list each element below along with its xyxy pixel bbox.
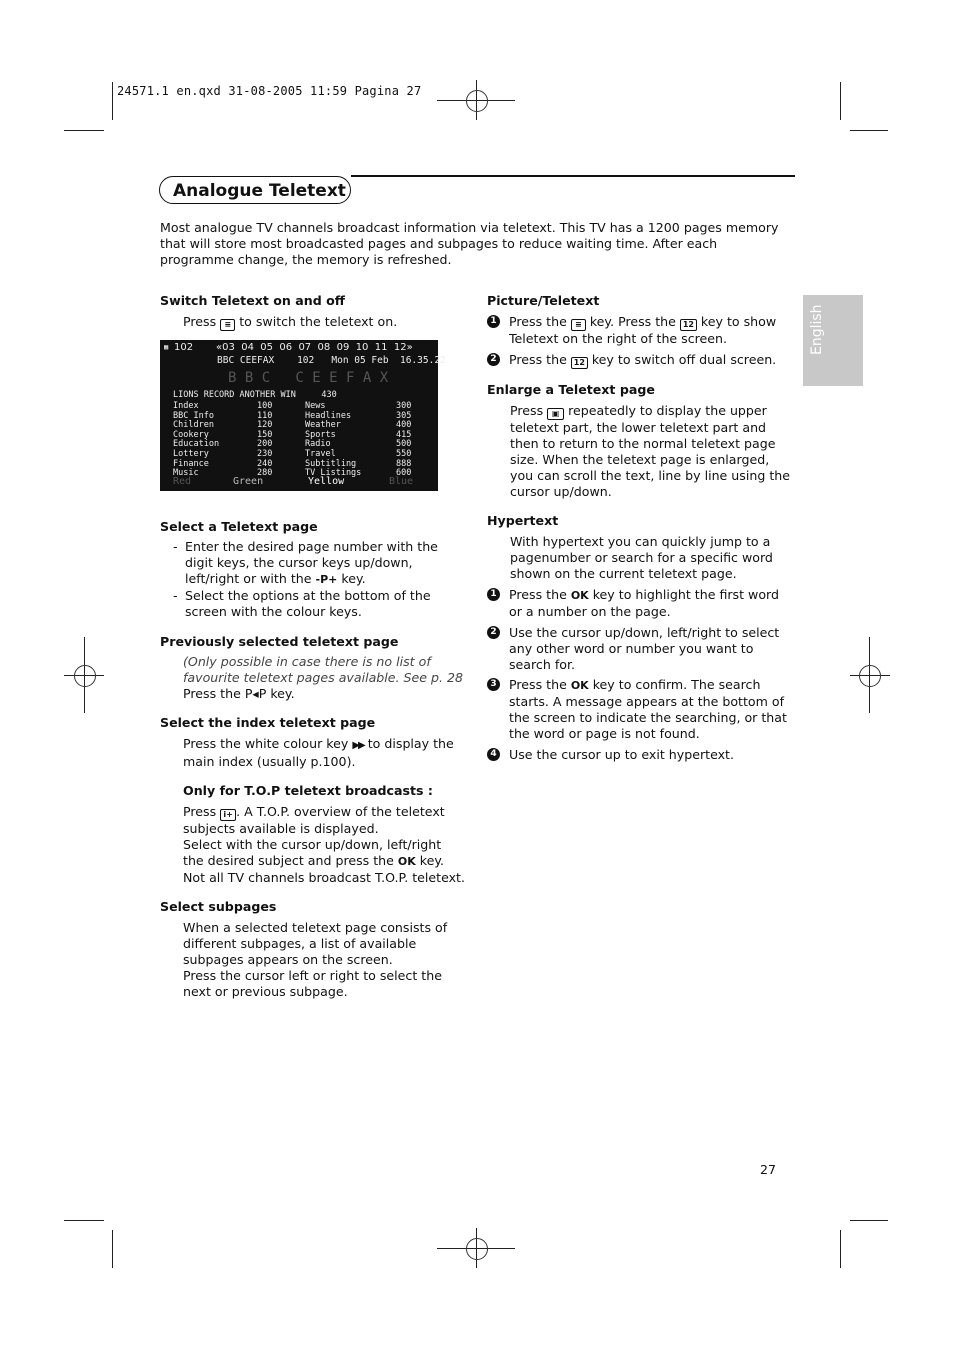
- crop-mark: [64, 1220, 104, 1221]
- teletext-cell: 400: [396, 420, 412, 431]
- heading-picture: Picture/Teletext: [487, 293, 600, 308]
- colour-green-label: Green: [233, 476, 264, 487]
- hypertext-step-1: [487, 587, 793, 620]
- heading-hypertext: Hypertext: [487, 513, 559, 528]
- text: key to switch off dual screen.: [587, 352, 777, 367]
- crop-mark: [64, 130, 104, 131]
- subpages-block: [183, 920, 465, 1000]
- text: Press the white colour key: [183, 736, 353, 751]
- text: key to show Teletext on the right of the screen.: [509, 314, 777, 346]
- teletext-cell: 500: [396, 439, 412, 450]
- colour-yellow-label: Yellow: [308, 476, 345, 487]
- text: Use the cursor up/down, left/right to select any other word or number you want to search for.: [509, 625, 780, 672]
- top-block: [183, 804, 465, 886]
- list-item: - Select the options at the bottom of the screen with the colour keys.: [173, 588, 465, 620]
- heading-previous: Previously selected teletext page: [160, 634, 399, 649]
- teletext-cell: Travel: [305, 449, 336, 459]
- right-column: [487, 293, 793, 763]
- text: key to confirm. The search starts. A message appears at the bottom of the screen to indicate the searching, or that the word or page is not found.: [509, 677, 787, 741]
- step-number-icon: 2: [487, 353, 500, 366]
- text: to display the main index (usually p.100).: [183, 736, 454, 769]
- ok-key-label: OK: [570, 679, 589, 692]
- step-number-icon: 4: [487, 748, 500, 761]
- teletext-cell: Index: [173, 401, 199, 411]
- teletext-cell: 230: [257, 449, 273, 459]
- colour-red-label: Red: [173, 476, 192, 487]
- teletext-cell: 415: [396, 429, 412, 440]
- colour-blue-label: Blue: [389, 476, 414, 487]
- step-number-icon: 1: [487, 315, 500, 328]
- picture-step-2: [487, 352, 793, 369]
- title-rule: [351, 175, 795, 177]
- step-number-icon: 3: [487, 678, 500, 691]
- step-number-icon: 2: [487, 626, 500, 639]
- text: Press: [183, 314, 217, 329]
- teletext-cell: 305: [396, 410, 412, 421]
- top-line-1: [183, 804, 465, 837]
- enlarge-key-icon: ▣: [547, 408, 564, 420]
- left-column: [160, 293, 465, 331]
- language-tab-label: English: [809, 304, 825, 355]
- heading-select-page: Select a Teletext page: [160, 519, 318, 534]
- heading-index: Select the index teletext page: [160, 715, 376, 730]
- teletext-cell: Music: [173, 468, 199, 479]
- teletext-cell: News: [305, 401, 326, 411]
- ok-key-label: OK: [570, 589, 589, 602]
- teletext-cell: Radio: [305, 439, 331, 450]
- teletext-cell: Sports: [305, 429, 336, 440]
- teletext-cell: 888: [396, 458, 412, 469]
- teletext-cell: BBC Info: [173, 410, 214, 421]
- teletext-cell: 280: [257, 468, 273, 479]
- dual-screen-key-icon: 12: [680, 319, 697, 331]
- teletext-cell: Education: [173, 439, 220, 450]
- teletext-cell: 200: [257, 439, 273, 450]
- previous-text: Press the P◂P key.: [183, 686, 295, 701]
- left-column-lower: [160, 519, 465, 1000]
- registration-mark: [466, 90, 488, 112]
- text: Select with the cursor up/down, left/right the desired subject and press the: [183, 837, 442, 868]
- teletext-page: 102: [174, 342, 194, 353]
- teletext-cell: 600: [396, 468, 412, 479]
- teletext-cell: TV Listings: [305, 468, 362, 479]
- text: Press the: [509, 352, 571, 367]
- subpages-text-1: When a selected teletext page consists of different subpages, a list of available subpages appears on the screen.: [183, 920, 448, 967]
- teletext-cell: Weather: [305, 420, 341, 431]
- select-list: [173, 539, 465, 620]
- text: Enter the desired page number with the digit keys, the cursor keys up/down, left/right or with the: [185, 539, 438, 586]
- text: Use the cursor up to exit hypertext.: [509, 747, 734, 762]
- text: Press: [510, 403, 548, 418]
- text: key to highlight the first word or a number on the page.: [509, 587, 780, 619]
- crop-mark: [840, 82, 841, 120]
- text: to switch the teletext on.: [239, 314, 398, 329]
- crop-mark: [840, 1230, 841, 1268]
- teletext-cell: Lottery: [173, 449, 209, 459]
- previous-note: (Only possible in case there is no list of favourite teletext pages available. See p. 28: [183, 654, 464, 685]
- picture-step-1: [487, 314, 793, 347]
- crop-mark: [112, 1230, 113, 1268]
- crop-mark: [850, 130, 888, 131]
- heading-switch: Switch Teletext on and off: [160, 293, 345, 308]
- text: Press: [183, 804, 221, 819]
- list-item: [173, 539, 465, 588]
- teletext-cell: 550: [396, 449, 412, 459]
- page-icon: ▦: [164, 343, 169, 351]
- teletext-logo: B B C C E E F A X: [228, 370, 389, 386]
- teletext-key-icon: ≡: [571, 319, 586, 331]
- teletext-cell: Subtitling: [305, 458, 357, 469]
- info-key-icon: i+: [220, 809, 236, 821]
- page-title: Analogue Teletext: [159, 176, 351, 204]
- registration-mark: [859, 665, 881, 687]
- language-tab: [803, 295, 863, 386]
- teletext-key-icon: ≡: [220, 319, 235, 331]
- top-line-2: [183, 837, 465, 870]
- top-line-3: Not all TV channels broadcast T.O.P. teletext.: [183, 870, 465, 885]
- enlarge-text: [510, 403, 793, 500]
- teletext-cell: 150: [257, 429, 273, 440]
- page-number: 27: [760, 1162, 777, 1177]
- teletext-cell: 300: [396, 401, 412, 411]
- teletext-cell: 110: [257, 410, 273, 421]
- text: Press the: [509, 587, 571, 602]
- file-slug: 24571.1 en.qxd 31-08-2005 11:59 Pagina 27: [117, 84, 422, 98]
- heading-top: Only for T.O.P teletext broadcasts :: [183, 783, 433, 798]
- teletext-header: BBC CEEFAX 102 Mon 05 Feb 16.35.22: [217, 355, 446, 366]
- text: Press the: [509, 677, 571, 692]
- switch-text: [183, 314, 465, 331]
- heading-enlarge: Enlarge a Teletext page: [487, 382, 655, 397]
- hypertext-intro: With hypertext you can quickly jump to a pagenumber or search for a specific word shown on the current teletext page.: [510, 534, 773, 581]
- teletext-cell: Children: [173, 420, 214, 431]
- heading-subpages: Select subpages: [160, 899, 277, 914]
- teletext-cell: Finance: [173, 458, 209, 469]
- teletext-cell: Cookery: [173, 429, 209, 440]
- teletext-cell: 120: [257, 420, 273, 431]
- teletext-pages-row: «03 04 05 06 07 08 09 10 11 12»: [216, 342, 413, 353]
- dual-screen-key-icon: 12: [571, 357, 588, 369]
- p-key-label: -P+: [315, 573, 338, 586]
- index-text: [183, 736, 465, 770]
- fast-forward-icon: ▶▶: [352, 740, 364, 751]
- intro-paragraph: Most analogue TV channels broadcast information via teletext. This TV has a 1200 pages memory that will store most broadcasted pages and subpages to reduce waiting time. After each programme change, the memory is refreshed.: [160, 220, 779, 267]
- text: Press the: [509, 314, 571, 329]
- text: . A T.O.P. overview of the teletext subjects available is displayed.: [183, 804, 445, 836]
- step-number-icon: 1: [487, 588, 500, 601]
- text: repeatedly to display the upper teletext part, the lower teletext part and then to return to the normal teletext page size. When the teletext page is enlarged, you can scroll the text, line by line using the cursor up/down.: [510, 403, 790, 499]
- ok-key-label: OK: [397, 855, 416, 868]
- crop-mark: [850, 1220, 888, 1221]
- teletext-headline: LIONS RECORD ANOTHER WIN 430: [173, 390, 337, 400]
- registration-mark: [74, 665, 96, 687]
- subpages-text-2: Press the cursor left or right to select the next or previous subpage.: [183, 968, 442, 999]
- hypertext-step-2: [487, 625, 793, 673]
- text: key.: [337, 571, 366, 586]
- text: key.: [415, 853, 445, 868]
- registration-mark: [466, 1238, 488, 1260]
- previous-block: [183, 654, 465, 702]
- teletext-screen: [160, 340, 446, 491]
- teletext-cell: Headlines: [305, 410, 352, 421]
- hypertext-step-3: [487, 677, 793, 742]
- teletext-cell: 100: [257, 401, 273, 411]
- text: key. Press the: [585, 314, 680, 329]
- hypertext-step-4: [487, 747, 793, 763]
- teletext-cell: 240: [257, 458, 273, 469]
- crop-mark: [112, 82, 113, 120]
